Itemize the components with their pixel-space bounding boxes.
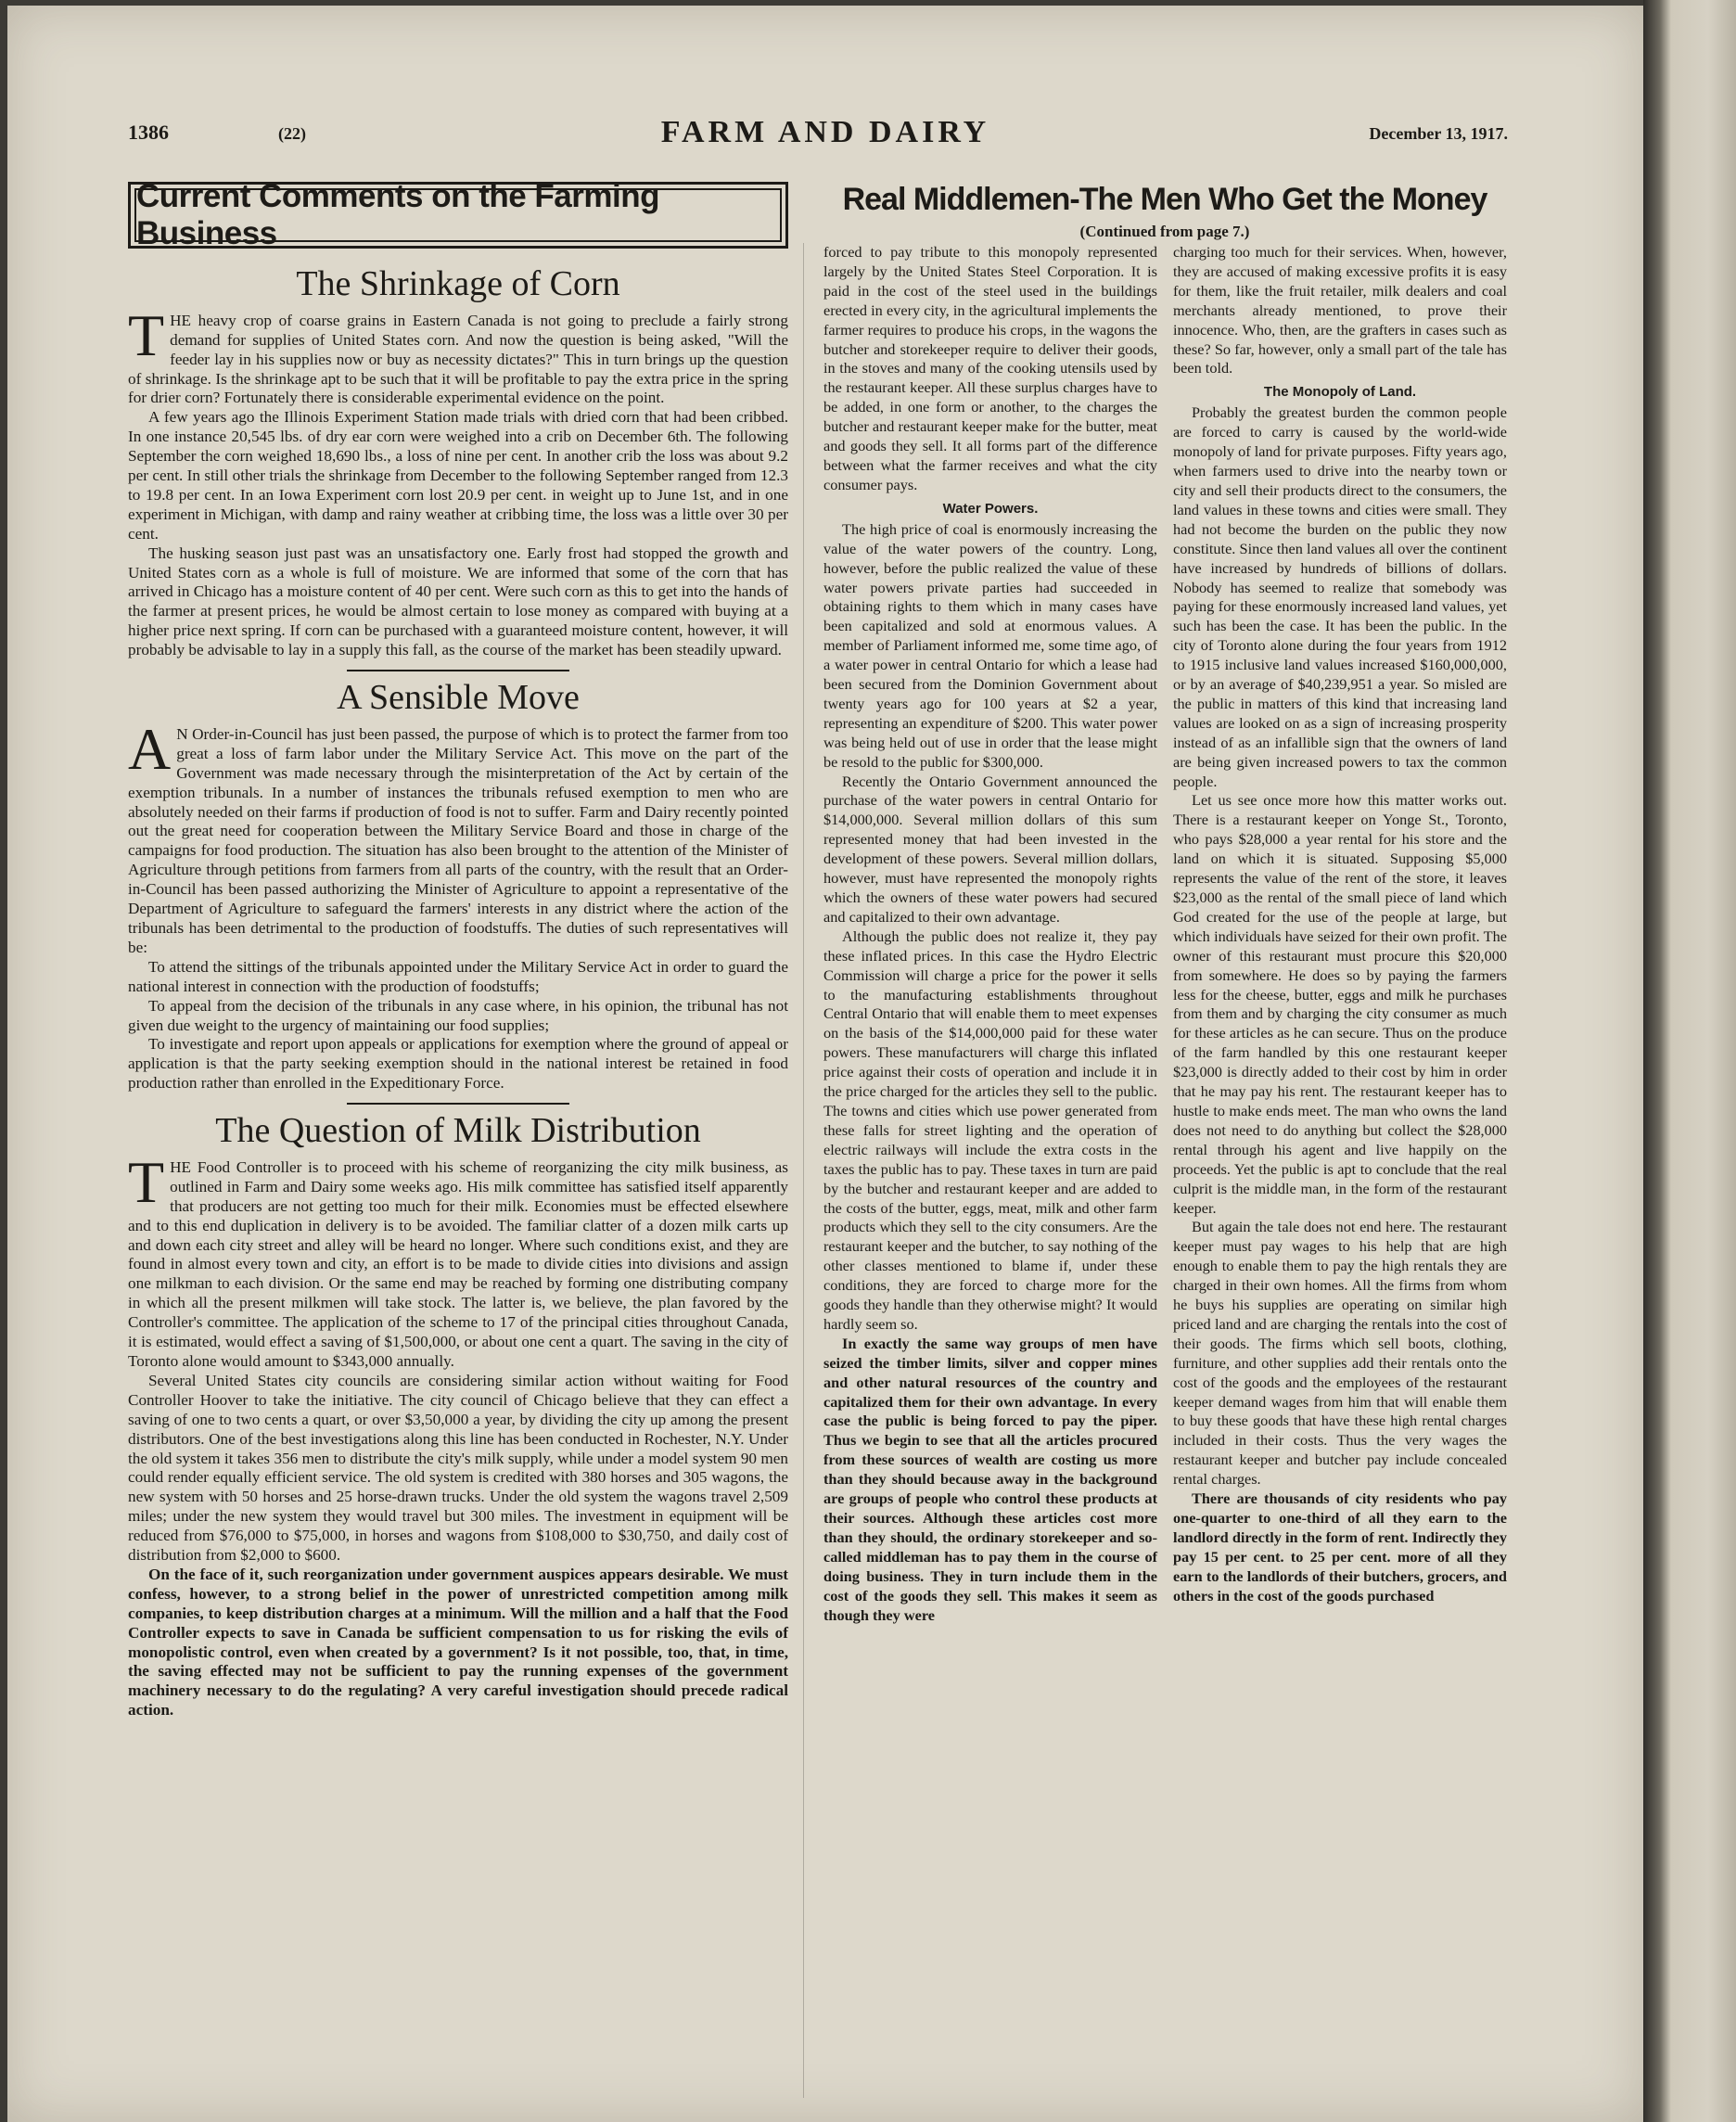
paragraph: The husking season just past was an unsatisfactory one. Early frost had stopped the growth and United States corn as a whole is full of moisture. We are informed that some of the corn that has arrived in Chicago has a moisture content of 40 per cent. Were such corn as this to get into the hands of the farmer at present prices, he would be almost certain to lose money as compared with buying at a higher price next spring. If corn can be purchased with a guaranteed moisture content, however, it will probably be advisable to lay in a supply this fall, as the course of the market has been steadily upward. xyxy=(128,543,788,659)
paragraph: Although the public does not realize it, they pay these inflated prices. In this case the Hydro Electric Commission will charge a price for the power it sells to the manufacturing establishments throughout Central Ontario that will enable them to meet expenses on the basis of the $14,000,000 paid for these water powers. These manufacturers will charge this inflated price against their costs of operation and include it in the price charged for the articles they sell to the public. The towns and cities which use power generated from these falls for street lighting and the operation of electric railways will include the extra costs in the taxes the public has to pay. These taxes in turn are paid by the butcher and restaurant keeper and are added to the costs of the butter, eggs, meat, milk and other farm products which they sell to the city consumers. Are the restaurant keeper and the butcher, to say nothing of the other classes mentioned to blame if, under these conditions, they are forced to charge more for the goods they handle than they otherwise might? It would hardly seem so. xyxy=(823,927,1157,1333)
paragraph: There are thousands of city residents who pay one-quarter to one-third of all they earn to the landlord directly in the form of rent. Indirectly they pay 15 per cent. to 25 per cent. more of all they earn to the landlords of their butchers, grocers, and others in the cost of the goods purchased xyxy=(1173,1489,1507,1604)
subheading-water-powers: Water Powers. xyxy=(942,500,1039,517)
editorial-column xyxy=(128,258,788,1720)
page-number: 1386 xyxy=(128,121,169,144)
paragraph: To attend the sittings of the tribunals appointed under the Military Service Act in order to guard the national interest in connection with the production of foodstuffs; xyxy=(128,957,788,995)
paragraph: To appeal from the decision of the tribunals in any case where, in his opinion, the tribunal has not given due weight to the urgency of maintaining our food supplies; xyxy=(128,996,788,1034)
paragraph: A few years ago the Illinois Experiment Station made trials with dried corn that had been cribbed. In one instance 20,545 lbs. of dry ear corn were weighed into a crib on December 6th. The following September the corn weighed 18,690 lbs., a loss of nine per cent. In another crib the loss was about 9.2 per cent. In still other trials the shrinkage from December to the following September ranged from 12.3 to 19.8 per cent. In an Iowa Experiment corn lost 20.9 per cent. in weight up to June 1st, and in one experiment in Michigan, with damp and rainy weather at cribbing time, the loss was a little over 30 per cent. xyxy=(128,408,788,543)
page-edge-shadow xyxy=(1643,0,1736,2122)
paragraph: On the face of it, such reorganization under government auspices appears desirable. We must confess, however, to a strong belief in the power of unrestricted competition among milk companies, to keep distribution charges at a minimum. Will the million and a half that the Food Controller expects to save in Canada be sufficient compensation to us for risking the evils of monopolistic control, even when created by a government? Is it not possible, too, that, in time, the saving effected may not be sufficient to pay the running expenses of the government machinery necessary to do the regulating? A very careful investigation should precede radical action. xyxy=(128,1565,788,1719)
article-title-shrinkage: The Shrinkage of Corn xyxy=(296,264,620,303)
column-gutter xyxy=(803,243,804,2098)
paragraph: Several United States city councils are considering similar action without waiting for Food Controller Hoover to take the initiative. The city council of Chicago believe that they can effect a saving of one to two cents a quart, or over $3,50,000 a year, by dividing the city up among the present distributors. One of the best investigations along this line has been conducted in Rochester, N.Y. Under the old system it takes 356 men to distribute the city's milk supply, while under a model system 90 men could render equally efficient service. The old system is credited with 380 horses and 305 wagons, the new system with 50 horses and 25 horse-drawn trucks. Under the old system the wagons travel 2,509 miles; under the new system they would travel but 300 miles. The investment in equipment will be reduced from $76,000 to $75,000, in horses and wagons from $108,000 to $30,750, and daily cost of distribution from $2,000 to $600. xyxy=(128,1371,788,1565)
article-title-milk-distribution: The Question of Milk Distribution xyxy=(215,1111,701,1151)
paragraph: But again the tale does not end here. The restaurant keeper must pay wages to his help that are high enough to enable them to pay the high rentals they are charged in their own homes. All the firms from whom he buys his supplies are operating on similar high priced land and are charging the rentals into the cost of their goods. The firms which sell boots, clothing, furniture, and other supplies add their rentals onto the cost of the goods and the employees of the restaurant keeper demand wages from him that will enable them to buy these goods that have these high rental charges included in their costs. Thus the very wages the restaurant keeper and butcher pay include concealed rental charges. xyxy=(1173,1218,1507,1489)
drop-cap: A xyxy=(128,715,172,782)
paragraph: Probably the greatest burden the common people are forced to carry is caused by the world-wide monopoly of land for private purposes. Fifty years ago, when farmers used to drive into the nearby town or city and sell their products direct to the consumers, the land values in these towns and cities were small. They had not become the burden on the public they now constitute. Since then land values all over the continent have increased by hundreds of billions of dollars. Nobody has seemed to realize that somebody was paying for these enormously increased land values, yet such has been the case. It has been the public. In the city of Toronto alone during the four years from 1912 to 1915 inclusive land values increased $160,000,000, or by an average of $40,239,951 a year. So misled are the public in matters of this kind that increasing land values are looked on as a sign of increasing prosperity instead of as an infallible sign that the owners of land are being given increased powers to tax the common people. xyxy=(1173,403,1507,790)
paragraph: To investigate and report upon appeals or applications for exemption where the ground of appeal or application is that the party seeking exemption should in the national interest be retained in food production rather than enrolled in the Expeditionary Force. xyxy=(128,1035,788,1093)
paragraph: In exactly the same way groups of men have seized the timber limits, silver and copper mines and other natural resources of the country and capitalized them for their own advantage. In every case the public is being forced to pay the piper. Thus we begin to see that all the articles procured from these sources of wealth are costing us more than they should because away in the background are groups of people who control these products at their sources. Although these articles cost more than they should, the ordinary storekeeper and so-called middleman has to pay them in the course of doing business. They in turn include them in the cost of the goods they sell. This makes it seem as though they were xyxy=(823,1334,1157,1624)
page-sub-number: (22) xyxy=(278,124,306,143)
paragraph: THE heavy crop of coarse grains in Eastern Canada is not going to preclude a fairly strong demand for supplies of United States corn. And now the question is being asked, "Will the feeder lay in his supplies now or buy as necessity dictates?" This in turn brings up the question of shrinkage. Is the shrinkage apt to be such that it will be profitable to pay the extra price in the spring for drier corn? Fortunately there is considerable experimental evidence on the point. xyxy=(128,301,788,407)
paragraph: Recently the Ontario Government announced the purchase of the water powers in central Ontario for $14,000,000. Several million dollars of this sum represented money that had been invested in the development of these powers. Several million dollars, however, must have represented the monopoly rights which the owners of these water powers had secured and capitalized to their own advantage. xyxy=(823,772,1157,926)
paragraph: The high price of coal is enormously increasing the value of the water powers of the country. Long, however, before the public realized the value of these water powers private parties had succeeded in obtaining rights to them which in many cases have been capitalized and sold at enormous values. A member of Parliament informed me, some time ago, of a water power in central Ontario for which a lease had been secured from the Dominion Government about twenty years ago for 100 years at $2 a year, representing an expenditure of $200. This water power was being held out of use in order that the lease might be resold to the public for $300,000. xyxy=(823,519,1157,771)
drop-cap: T xyxy=(128,301,165,368)
paragraph: Let us see once more how this matter works out. There is a restaurant keeper on Yonge St., Toronto, who pays $28,000 a year rental for his store and the land on which it is situated. Supposing $5,000 represents the value of the rent of the store, it leaves $23,000 as the rental of the small piece of land which God created for the use of the people at large, but which individuals have seized for their own profit. The owner of this restaurant must procure this $20,000 from somewhere. He does so by paying the farmers less for the cheese, butter, eggs and milk he purchases from them and by charging the city consumer as much for these articles as he can secure. Thus on the produce of the farm handled by this one restaurant keeper $23,000 is directly added to their cost by him in order that he may pay his rent. The restaurant keeper has to hustle to make ends meet. The man who owns the land does not need to do anything but collect the $28,000 rental through his agent and live happily on the proceeds. Yet the public is apt to conclude that the real culprit is the middle man, in the form of the restaurant keeper. xyxy=(1173,791,1507,1217)
article-title-real-middlemen: Real Middlemen-The Men Who Get the Money xyxy=(842,182,1487,217)
continued-note: (Continued from page 7.) xyxy=(1079,223,1250,240)
article-column-1 xyxy=(823,243,1157,1625)
divider xyxy=(347,670,569,671)
masthead: FARM AND DAIRY xyxy=(660,115,990,149)
paragraph: forced to pay tribute to this monopoly represented largely by the United States Steel Corporation. It is paid in the cost of the steel used in the buildings erected in every city, in the agricultural implements the farmer requires to produce his crops, in the wagons the butcher and storekeeper require to deliver their goods, in the stoves and many of the cooking utensils used by the restaurant keeper. All these surplus charges have to be added, in one form or another, to the charges the butcher and restaurant keeper make for the butter, meat and goods they sell. It all forms part of the difference between what the farmer receives and what the city consumer pays. xyxy=(823,243,1157,493)
paragraph: THE Food Controller is to proceed with his scheme of reorganizing the city milk business, as outlined in Farm and Dairy some weeks ago. His milk committee has satisfied itself apparently that producers are not getting too much for their milk. Economies must be effected elsewhere and to this end duplication in delivery is to be avoided. The familiar clatter of a dozen milk carts up and down each city street and alley will be heard no longer. Where such conditions exist, and they are found in almost every town and city, an effort is to be made to divide cities into divisions and assign one milkman to each division. Or the same end may be reached by forming one distributing company in which all the present milkmen will take stock. The latter is, we believe, the plan favored by the Controller's committee. The application of the scheme to 17 of the principal cities throughout Canada, it is estimated, would effect a saving of $1,500,000, or about one cent a quart. The saving in the city of Toronto alone would amount to $343,000 annually. xyxy=(128,1148,788,1370)
drop-cap: T xyxy=(128,1148,165,1215)
issue-date: December 13, 1917. xyxy=(1369,124,1508,143)
article-column-2 xyxy=(1173,243,1507,1606)
section-title: Current Comments on the Farming Business xyxy=(134,188,782,242)
article-title-sensible-move: A Sensible Move xyxy=(337,678,580,718)
divider xyxy=(347,1103,569,1105)
section-title-box xyxy=(128,178,788,251)
paragraph: A N Order-in-Council has just been passed, the purpose of which is to protect the farmer from too great a loss of farm labor under the Military Service Act. This move on the part of the Government was made necessary through the misinterpretation of the Act by certain of the exemption tribunals. In a number of instances the tribunals refused exemption to men who are absolutely needed on their farms if production of food is not to suffer. Farm and Dairy recently pointed out the great need for cooperation between the Military Service Board and those in charge of the campaigns for food production. The situation has also been brought to the attention of the Minister of Agriculture through petitions from farmers from all parts of the country, with the result that an Order-in-Council has been passed authorizing the Minister of Agriculture to appoint a representative of the Department of Agriculture to safeguard the farmers' interests in any district where the action of the tribunals has been detrimental to the production of foodstuffs. The duties of such representatives will be: xyxy=(128,715,788,956)
paragraph: charging too much for their services. When, however, they are accused of making excessive profits it is easy for them, like the fruit retailer, milk dealers and coal merchants already mentioned, to prove their innocence. Who, then, are the grafters in cases such as these? So far, however, only a small part of the tale has been told. xyxy=(1173,243,1507,377)
subheading-monopoly-of-land: The Monopoly of Land. xyxy=(1263,384,1417,401)
